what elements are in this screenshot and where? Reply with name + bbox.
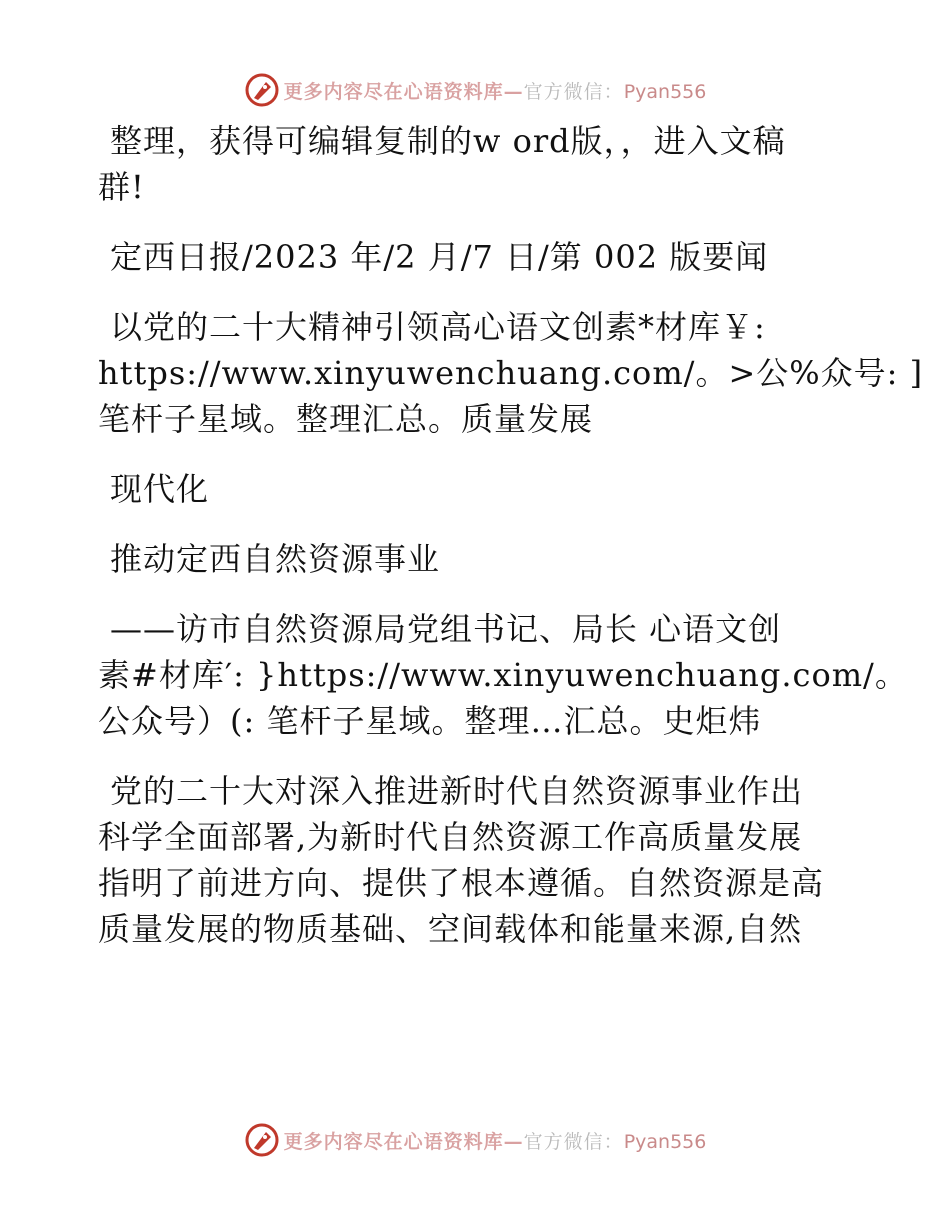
text-line: 现代化: [110, 470, 210, 508]
text-line: 整理，获得可编辑复制的w ord版，，进入文稿: [110, 122, 786, 160]
paragraph-4: [98, 466, 858, 512]
banner-dash: —: [503, 80, 524, 103]
text-line: 群!: [98, 168, 145, 206]
paragraph-3: [98, 304, 924, 442]
footer-banner: [0, 1120, 950, 1160]
paragraph-6: [98, 606, 908, 744]
banner-text: [284, 77, 707, 104]
text-line: 公众号）(: 笔杆子星域。整理…汇总。史炬炜: [98, 702, 762, 740]
paragraph-2: [98, 234, 858, 280]
text-line: ——访市自然资源局党组书记、局长 心语文创: [110, 610, 782, 648]
text-line: 素#材库′: }https://www.xinyuwenchuang.com/。: [98, 656, 908, 694]
text-line: 党的二十大对深入推进新时代自然资源事业作出: [110, 772, 804, 810]
banner-wechat-label: 官方微信：: [523, 80, 624, 103]
banner-site-text: 更多内容尽在心语资料库: [283, 1130, 504, 1153]
text-line: 推动定西自然资源事业: [110, 540, 441, 578]
banner-dash: —: [503, 1130, 524, 1153]
document-body: [98, 118, 924, 976]
banner-wechat-label: 官方微信：: [523, 1130, 624, 1153]
banner-text: [284, 1127, 707, 1154]
banner-wechat-id: Pyan556: [623, 80, 707, 103]
text-line: 以党的二十大精神引领高心语文创素*材库￥:: [110, 308, 766, 346]
text-line: 科学全面部署,为新时代自然资源工作高质量发展: [98, 818, 803, 856]
banner-site-text: 更多内容尽在心语资料库: [283, 80, 504, 103]
paragraph-7: [98, 768, 858, 952]
pen-nib-circle-icon: [244, 72, 280, 108]
text-line: 质量发展的物质基础、空间载体和能量来源,自然: [98, 910, 803, 948]
text-line: https://www.xinyuwenchuang.com/。>公%众号: ]: [98, 354, 924, 392]
paragraph-1: [98, 118, 858, 210]
text-line: 指明了前进方向、提供了根本遵循。自然资源是高: [98, 864, 825, 902]
paragraph-5: [98, 536, 858, 582]
pen-nib-circle-icon: [244, 1122, 280, 1158]
text-line: 定西日报/2023 年/2 月/7 日/第 002 版要闻: [110, 238, 769, 276]
text-line: 笔杆子星域。整理汇总。质量发展: [98, 400, 594, 438]
header-banner: [0, 70, 950, 110]
banner-wechat-id: Pyan556: [623, 1130, 707, 1153]
